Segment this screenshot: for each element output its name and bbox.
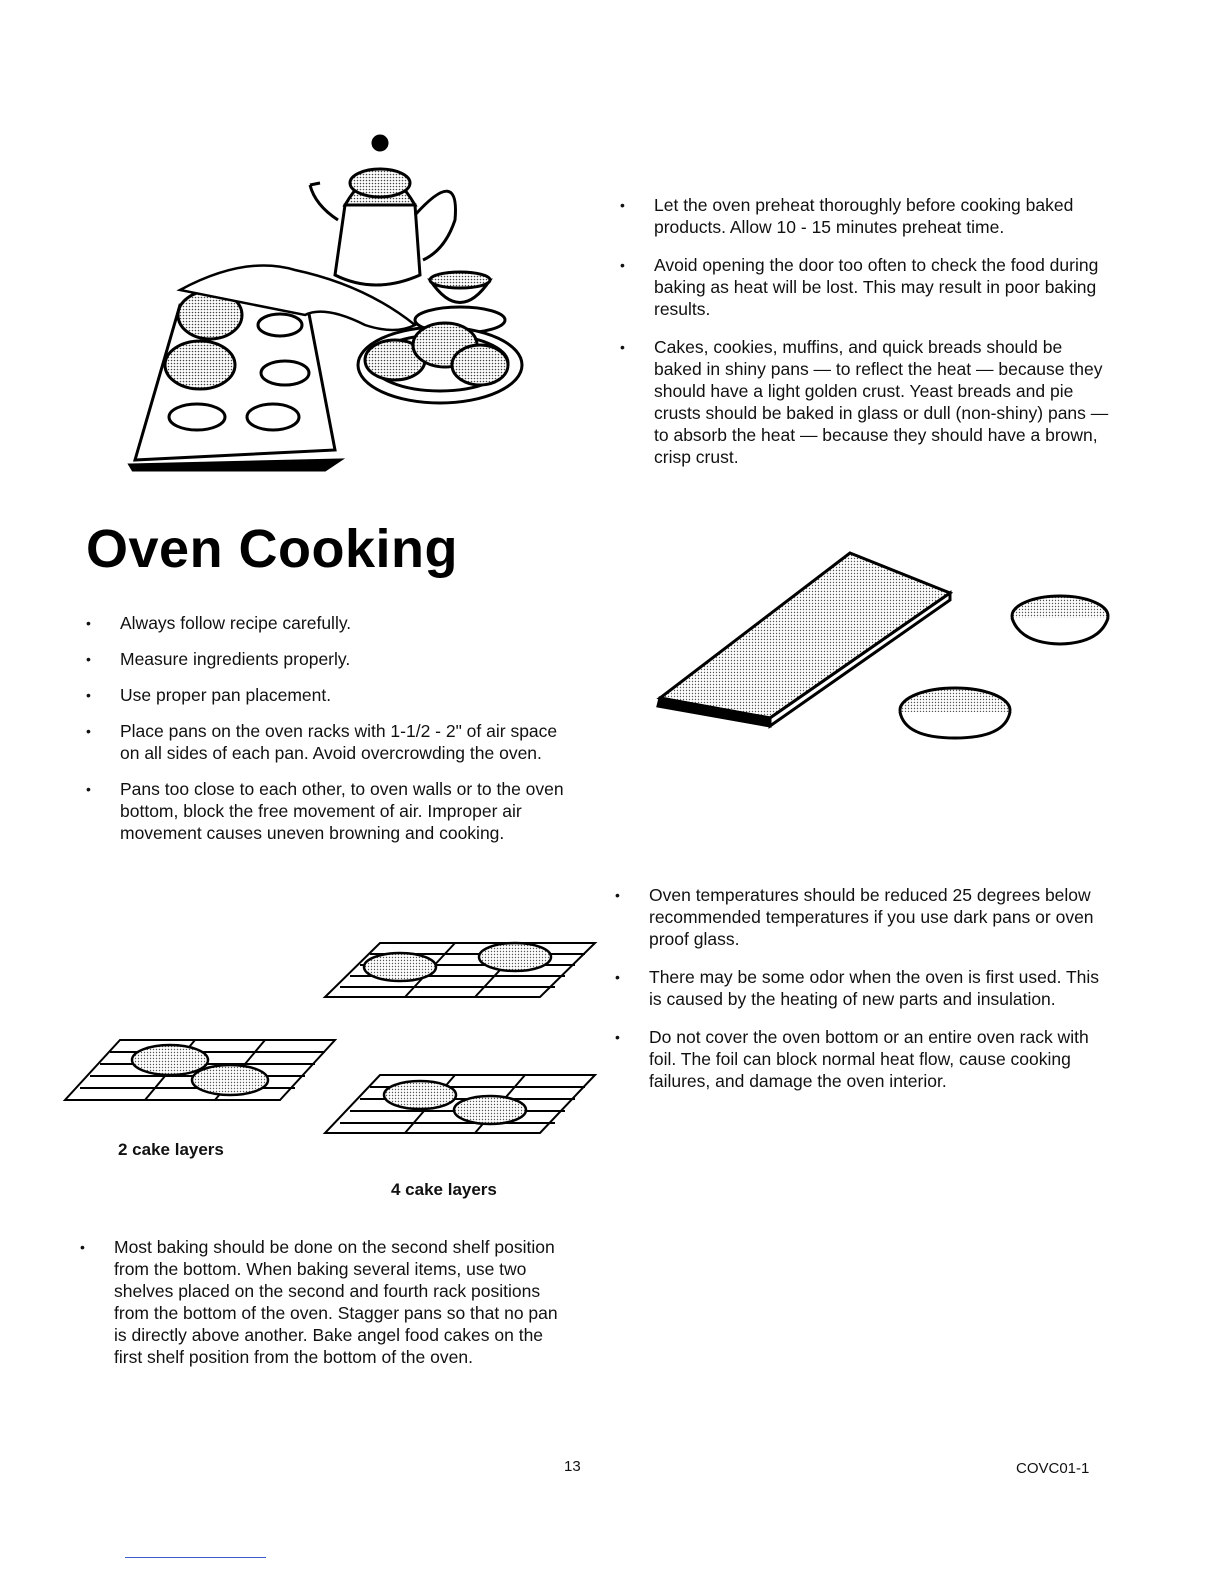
rack-illustration-2-layers <box>65 1030 340 1110</box>
list-item: • Avoid opening the door too often to check the food during baking as heat will be lost. This may result in poor baking results. <box>620 254 1110 320</box>
top-right-tips <box>620 194 1110 468</box>
list-item: • Most baking should be done on the second shelf position from the bottom. When baking several items, use two shelves placed on the second and fourth rack positions from the bottom of the oven. Stagger pans so that no pan is directly above another. Bake angel food cakes on the first shelf position from the bottom of the oven. <box>80 1236 570 1368</box>
list-item: • Always follow recipe carefully. <box>86 612 576 634</box>
muffin-tin-icon <box>130 291 340 470</box>
pans-illustration <box>655 548 1115 748</box>
list-item: • Do not cover the oven bottom or an entire oven rack with foil. The foil can block normal heat flow, cause cooking failures, and damage the oven interior. <box>615 1026 1105 1092</box>
page-number: 13 <box>564 1458 581 1475</box>
divider <box>125 1557 266 1558</box>
caption-2-cake-layers: 2 cake layers <box>118 1140 224 1159</box>
list-item: • Pans too close to each other, to oven walls or to the oven bottom, block the free movement of air. Improper air movement causes uneven browning and cooking. <box>86 778 576 844</box>
list-item: • Cakes, cookies, muffins, and quick breads should be baked in shiny pans — to reflect the heat — because they should have a light golden crust. Yeast breads and pie crusts should be baked in glass or dull (non-shiny) pans — to absorb the heat — because they should have a brown, crisp crust. <box>620 336 1110 468</box>
rack-illustration-4-layers <box>325 935 600 1135</box>
cup-icon <box>415 272 505 333</box>
page-title: Oven Cooking <box>86 519 459 579</box>
list-item: • Use proper pan placement. <box>86 684 576 706</box>
muffin-plate-icon <box>358 323 522 403</box>
list-item: • Measure ingredients properly. <box>86 648 576 670</box>
bottom-tips <box>80 1236 570 1368</box>
coffee-pot-icon <box>310 136 456 285</box>
list-item: • Let the oven preheat thoroughly before cooking baked products. Allow 10 - 15 minutes preheat time. <box>620 194 1110 238</box>
list-item: • Oven temperatures should be reduced 25 degrees below recommended temperatures if you use dark pans or oven proof glass. <box>615 884 1105 950</box>
left-tips <box>86 612 576 844</box>
document-code: COVC01-1 <box>1016 1460 1090 1477</box>
round-pan-icon <box>1012 596 1108 644</box>
round-pan-icon <box>900 688 1010 738</box>
baking-illustration <box>125 125 520 475</box>
list-item: • There may be some odor when the oven is first used. This is caused by the heating of new parts and insulation. <box>615 966 1105 1010</box>
middle-right-tips <box>615 884 1105 1092</box>
list-item: • Place pans on the oven racks with 1-1/2 - 2" of air space on all sides of each pan. Avoid overcrowding the oven. <box>86 720 576 764</box>
caption-4-cake-layers: 4 cake layers <box>391 1180 497 1199</box>
